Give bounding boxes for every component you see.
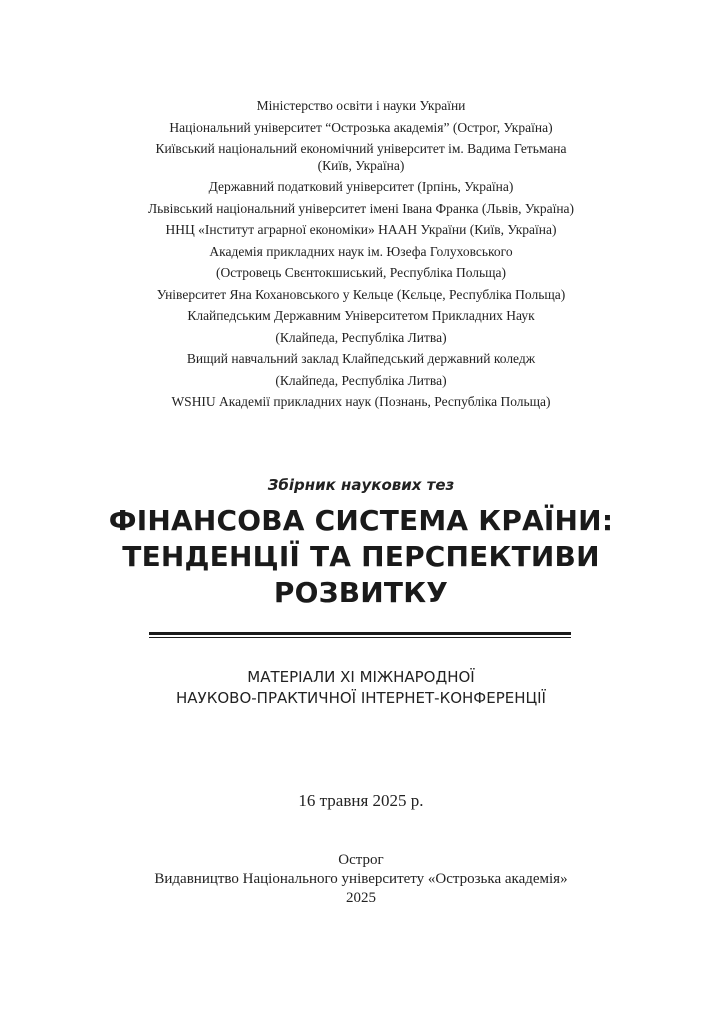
organization-line: (Київ, Україна)	[317, 158, 405, 173]
conference-materials	[0, 667, 722, 709]
title-line: ФІНАНСОВА СИСТЕМА КРАЇНИ:	[108, 504, 614, 537]
imprint-publisher: Видавництво Національного університету «Острозька академія»	[154, 871, 568, 887]
organizations-list	[0, 95, 722, 413]
materials-line: МАТЕРІАЛИ ХІ МІЖНАРОДНОЇ	[247, 668, 475, 686]
collection-subtitle: Збірник наукових тез	[267, 476, 455, 494]
organization-line: Львівський національний університет імені Івана Франка (Львів, Україна)	[147, 200, 575, 216]
organization-line: Академія прикладних наук ім. Юзефа Голуховського	[209, 243, 513, 259]
imprint-year: 2025	[346, 890, 376, 906]
conference-date: 16 травня 2025 р.	[298, 791, 424, 810]
page-title	[0, 503, 722, 611]
organization-line: ННЦ «Інститут аграрної економіки» НААН України (Київ, Україна)	[165, 222, 557, 237]
organization-line: WSHIU Академії прикладних наук (Познань, Республіка Польща)	[171, 394, 551, 409]
organization-line: Міністерство освіти і науки України	[256, 98, 466, 113]
organization-line: (Клайпеда, Республіка Литва)	[275, 372, 447, 388]
title-divider-thin	[149, 637, 571, 638]
imprint	[0, 851, 722, 908]
organization-line: (Клайпеда, Республіка Литва)	[275, 329, 447, 345]
materials-line: НАУКОВО-ПРАКТИЧНОЇ ІНТЕРНЕТ-КОНФЕРЕНЦІЇ	[176, 689, 546, 707]
title-line: РОЗВИТКУ	[273, 576, 449, 609]
organization-line: Національний університет “Острозька академія” (Острог, Україна)	[169, 119, 553, 135]
organization-line: Клайпедським Державним Університетом Прикладних Наук	[187, 308, 535, 323]
organization-line: Київський національний економічний університет ім. Вадима Гетьмана	[155, 141, 567, 156]
organization-line: (Островець Свєнтокшиський, Республіка Польща)	[215, 265, 507, 280]
imprint-city: Острог	[338, 852, 384, 868]
organization-line: Університет Яна Кохановського у Кельце (Кєльце, Республіка Польща)	[156, 286, 566, 302]
organization-line: Вищий навчальний заклад Клайпедський державний коледж	[186, 351, 536, 366]
title-divider-thick	[149, 632, 571, 635]
title-line: ТЕНДЕНЦІЇ ТА ПЕРСПЕКТИВИ	[122, 540, 600, 573]
organization-line: Державний податковий університет (Ірпінь, Україна)	[208, 179, 514, 194]
